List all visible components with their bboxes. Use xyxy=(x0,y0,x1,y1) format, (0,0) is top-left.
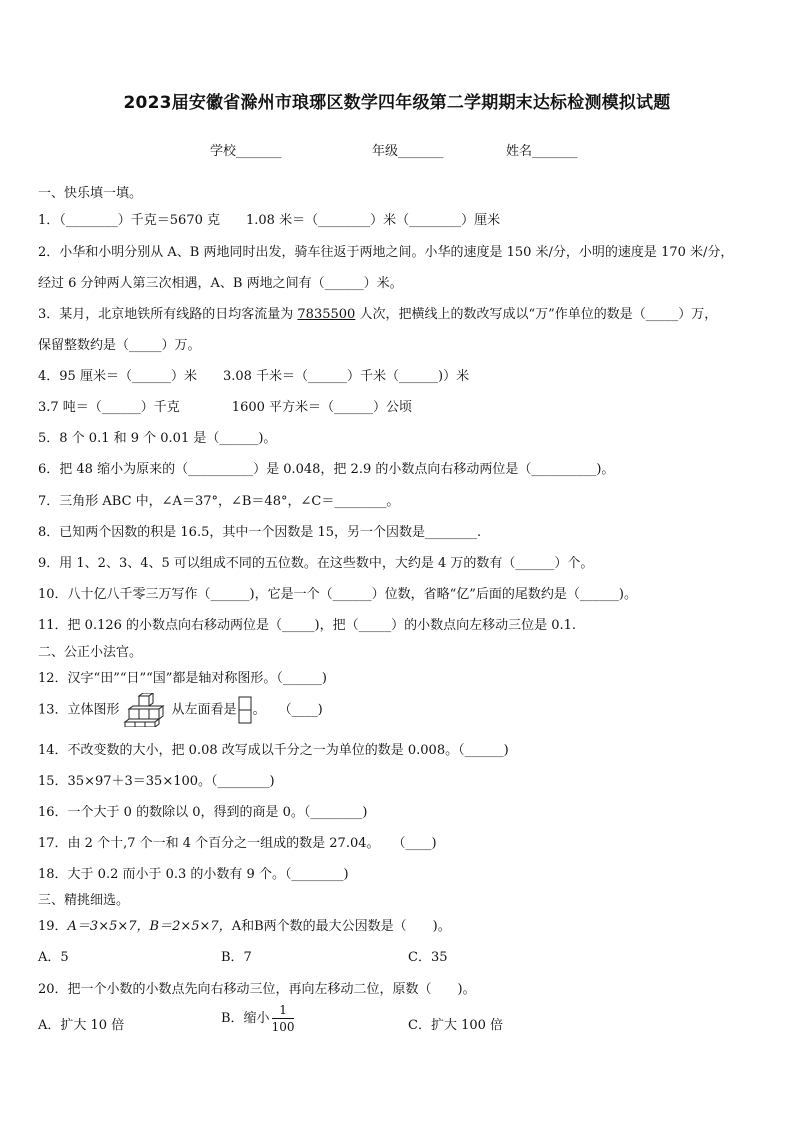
fraction-numerator: 1 xyxy=(272,1004,295,1019)
question-20-option-c: C．扩大 100 倍 xyxy=(408,1018,504,1033)
section-3-heading: 三、精挑细选。 xyxy=(38,893,130,908)
section-1-heading: 一、快乐填一填。 xyxy=(38,186,143,201)
question-19-option-a: A．5 xyxy=(38,950,69,965)
question-19-text: A和B两个数的最大公因数是（ )。 xyxy=(231,919,451,934)
question-19 xyxy=(38,915,451,934)
question-10: 10．八十亿八千零三万写作（______)，它是一个（______）位数，省略“亿”后面的尾数约是（______)。 xyxy=(38,587,637,602)
question-18: 18．大于 0.2 而小于 0.3 的小数有 9 个。（________) xyxy=(38,867,349,882)
grade-field: 年级_______ xyxy=(372,144,444,159)
question-1: 1．（________）千克＝5670 克 1.08 米＝（________）米（________）厘米 xyxy=(38,213,501,228)
left-view-icon xyxy=(237,696,253,724)
question-3-line-1 xyxy=(38,303,717,322)
question-16: 16．一个大于 0 的数除以 0，得到的商是 0。（________) xyxy=(38,805,368,820)
solid-figure-icon xyxy=(120,693,172,727)
question-8: 8．已知两个因数的积是 16.5，其中一个因数是 15，另一个因数是________. xyxy=(38,525,482,540)
question-19-option-b: B．7 xyxy=(221,950,252,965)
question-20-option-b-label: B．缩小 xyxy=(221,1011,270,1026)
question-20-option-b xyxy=(221,1004,294,1033)
question-11: 11．把 0.126 的小数点向右移动两位是（_____)，把（_____）的小数点向左移动三位是 0.1. xyxy=(38,618,577,633)
question-3-prefix: 3．某月，北京地铁所有线路的日均客流量为 xyxy=(38,307,298,322)
section-2-heading: 二、公正小法官。 xyxy=(38,645,143,660)
question-9: 9．用 1、2、3、4、5 可以组成不同的五位数。在这些数中，大约是 4 万的数有（______）个。 xyxy=(38,556,594,571)
question-5: 5．8 个 0.1 和 9 个 0.01 是（______)。 xyxy=(38,431,277,446)
question-14: 14．不改变数的大小，把 0.08 改写成以千分之一为单位的数是 0.008。（______) xyxy=(38,743,509,758)
question-15: 15．35×97＋3＝35×100。（________) xyxy=(38,774,275,789)
question-13-suffix: 。 （____) xyxy=(252,702,323,718)
fraction-denominator: 100 xyxy=(271,1020,295,1034)
question-19-number: 19． xyxy=(38,919,68,934)
question-19-math: A＝3×5×7，B＝2×5×7， xyxy=(67,919,232,934)
question-4-line-1: 4．95 厘米＝（______）米 3.08 千米＝（______）千米（______)）米 xyxy=(38,369,470,384)
question-7: 7．三角形 ABC 中，∠A＝37°，∠B＝48°，∠C＝________。 xyxy=(38,494,400,509)
question-13-prefix: 13．立体图形 xyxy=(38,702,120,718)
fraction xyxy=(272,1004,295,1033)
question-3-line-2: 保留整数约是（_____）万。 xyxy=(38,338,201,353)
question-19-option-c: C．35 xyxy=(408,950,448,965)
name-field: 姓名_______ xyxy=(506,144,578,159)
question-13-middle: 从左面看是 xyxy=(171,702,237,718)
question-6: 6．把 48 缩小为原来的（__________）是 0.048，把 2.9 的小数点向右移动两位是（__________)。 xyxy=(38,462,615,477)
question-4-line-2: 3.7 吨＝（______）千克 1600 平方米＝（______）公顷 xyxy=(38,400,413,415)
question-2-line-1: 2．小华和小明分别从 A、B 两地同时出发，骑车往返于两地之间。小华的速度是 150 米/分，小明的速度是 170 米/分， xyxy=(38,245,734,260)
question-3-suffix: 人次，把横线上的数改写成以“万”作单位的数是（_____）万， xyxy=(355,307,718,322)
question-17: 17．由 2 个十,7 个一和 4 个百分之一组成的数是 27.04。 （____) xyxy=(38,836,437,851)
question-3-underlined-number: 7835500 xyxy=(297,307,356,322)
question-20: 20．把一个小数的小数点先向右移动三位，再向左移动二位，原数（ )。 xyxy=(38,982,476,997)
question-2-line-2: 经过 6 分钟两人第三次相遇，A、B 两地之间有（______）米。 xyxy=(38,276,403,291)
question-12: 12．汉字“田”“日”“国”都是轴对称图形。（______) xyxy=(38,671,327,686)
school-field: 学校_______ xyxy=(210,144,282,159)
question-20-option-a: A．扩大 10 倍 xyxy=(38,1018,125,1033)
exam-title: 2023届安徽省滁州市琅琊区数学四年级第二学期期末达标检测模拟试题 xyxy=(123,93,671,113)
question-13 xyxy=(38,693,323,727)
